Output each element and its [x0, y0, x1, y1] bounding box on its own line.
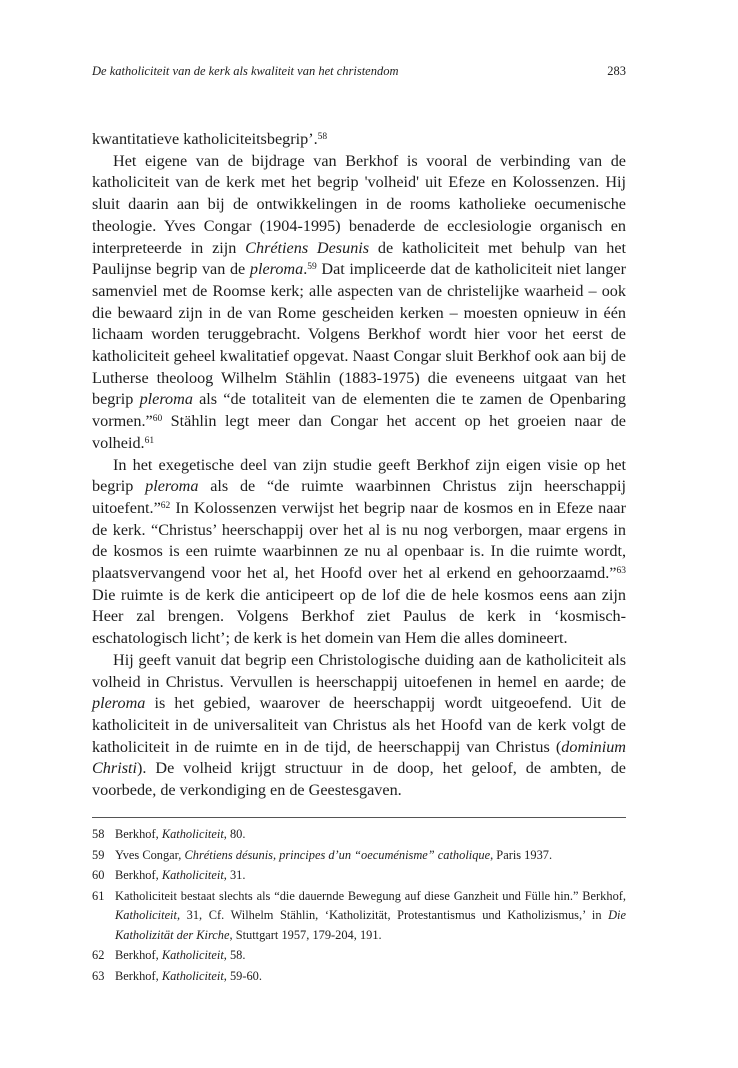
footnote-divider — [92, 817, 626, 818]
footnote-ref-63: 63 — [616, 566, 626, 577]
main-text — [92, 129, 626, 802]
footnote-62 — [92, 946, 626, 966]
footnote-61 — [92, 887, 626, 946]
running-head-title: De katholiciteit van de kerk als kwaliteit van het christendom — [92, 64, 399, 78]
footnote-text: Berkhof, Katholiciteit, 59-60. — [115, 968, 262, 983]
footnote-number: 59 — [92, 847, 105, 862]
footnote-number: 62 — [92, 948, 105, 962]
footnote-text: Berkhof, Katholiciteit, 31. — [115, 868, 246, 882]
footnote-ref-62: 62 — [160, 500, 171, 511]
running-head — [92, 63, 626, 79]
footnote-ref-61: 61 — [144, 435, 155, 446]
footnote-number: 63 — [92, 968, 105, 983]
footnote-59 — [92, 846, 626, 866]
paragraph-2: Het eigene van de bijdrage van Berkhof is vooral de verbinding van de katholiciteit van de kerk met het begrip 'volheid' uit Efeze en Kolossenzen. Hij sluit daarin aan bij de ontwikkelingen in de rooms katholieke oecumenische theologie. Yves Congar (1904-1995) benaderde de ecclesiologie organisch en interpreteerde in zijn Chrétiens Desunis de katholiciteit met behulp van het Paulijnse begrip van de pleroma.$^{59}$ Dat impliceerde dat de katholiciteit niet langer samenviel met de Roomse kerk; alle aspecten van de christelijke waarheid – ook die bewaard zijn in de van Rome gescheiden kerken – moesten opnieuw in één lichaam worden teruggebracht. Volgens Berkhof wordt hier voor het eerst de katholiciteit geheel kwalitatief opgevat. Naast Congar sluit Berkhof ook aan bij de Lutherse theoloog Wilhelm Stählin (1883-1975) die eveneens uitgaat van het begrip pleroma als “de totaliteit van de elementen die te zamen de Openbaring vormen.”$^{60}$ Stählin legt meer dan Congar het accent op het groeien naar de volheid.$^{61}$ — [92, 151, 627, 452]
footnote-ref-60: 60 — [152, 414, 163, 425]
paragraph-1: kwantitatieve katholiciteitsbegrip’.$^{58}$ — [92, 130, 328, 148]
footnote-60 — [92, 866, 626, 886]
footnote-text: Katholiciteit bestaat slechts als “die dauernde Bewegung auf diese Ganzheit und Fülle hin.” Berkhof, Katholiciteit, 31, Cf. Wilhelm Stählin, ‘Katholizität, Protestantismus und Katholizismus,’ in Die Katholizität der Kirche, Stuttgart 1957, 179-204, 191. — [115, 888, 626, 942]
footnote-text: Berkhof, Katholiciteit, 80. — [115, 827, 246, 841]
footnote-ref-58: 58 — [317, 132, 328, 142]
paragraph-3: In het exegetische deel van zijn studie geeft Berkhof zijn eigen visie op het begrip pleroma als de “de ruimte waarbinnen Christus zijn heerschappij uitoefent.”$^{62}$ In Kolossenzen verwijst het begrip naar de kosmos en in Efeze naar de kerk. “Christus’ heerschappij over het al is nu nog verborgen, maar ergens in de kosmos is een ruimte waarbinnen ze nu al openbaar is. In die ruimte wordt, plaatsvervangend voor het al, het Hoofd over het al erkend en gehoorzaamd.”$^{63}$ Die ruimte is de kerk die anticipeert op de lof die de hele kosmos eens aan zijn Heer zal brengen. Volgens Berkhof ziet Paulus de kerk in ‘kosmisch-eschatologisch licht’; de kerk is het domein van Hem die alles domineert. — [92, 455, 626, 648]
footnotes — [92, 825, 626, 987]
footnote-number: 58 — [92, 827, 105, 841]
footnote-number: 61 — [92, 888, 105, 903]
paragraph-4: Hij geeft vanuit dat begrip een Christologische duiding aan de katholiciteit als volheid in Christus. Vervullen is heerschappij uitoefenen in hemel en aarde; de pleroma is het gebied, waarover de heerschappij wordt uitgeoefend. Uit de katholiciteit in de universaliteit van Christus als het Hoofd van de kerk volgt de katholiciteit in de ruimte en in de tijd, de heerschappij van Christus (dominium Christi). De volheid krijgt structuur in de doop, het geloof, de ambten, de voorbede, de verkondiging en de Geestesgaven. — [92, 650, 626, 800]
page-number: 283 — [607, 64, 626, 78]
footnote-58 — [92, 825, 626, 845]
footnote-63 — [92, 967, 626, 987]
footnote-text: Berkhof, Katholiciteit, 58. — [115, 948, 246, 962]
footnote-number: 60 — [92, 868, 105, 882]
footnote-ref-59: 59 — [307, 262, 317, 273]
footnote-text: Yves Congar, Chrétiens désunis, principes d’un “oecuménisme” catholique, Paris 1937. — [115, 847, 553, 862]
